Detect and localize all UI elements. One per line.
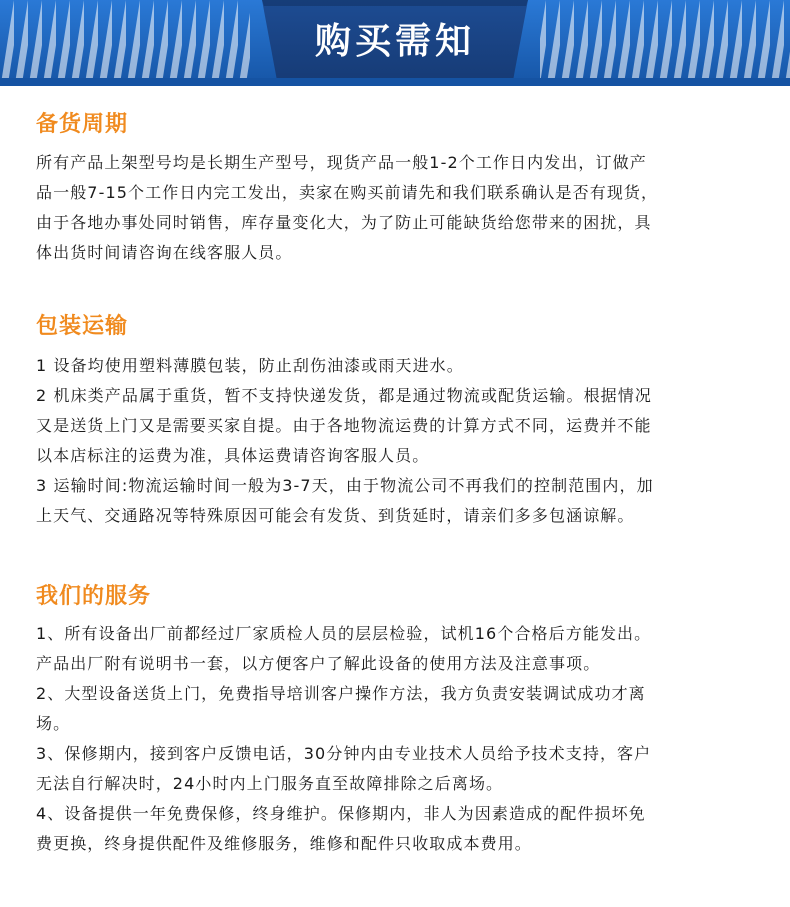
section-stock-period — [36, 110, 756, 268]
page-title: 购买需知 — [314, 21, 475, 62]
paragraph-line: 体出货时间请咨询在线客服人员。 — [36, 243, 293, 262]
section-title-packaging-shipping: 包装运输 — [36, 314, 129, 339]
section-our-services — [36, 582, 756, 859]
paragraph-line: 4、设备提供一年免费保修，终身维护。保修期内，非人为因素造成的配件损坏免 — [36, 804, 646, 823]
paragraph-line: 场。 — [36, 714, 71, 733]
paragraph-line: 费更换，终身提供配件及维修服务，维修和配件只收取成本费用。 — [36, 834, 532, 853]
paragraph-line: 无法自行解决时，24小时内上门服务直至故障排除之后离场。 — [36, 774, 504, 793]
header-banner — [0, 0, 790, 90]
paragraph-line: 3 运输时间:物流运输时间一般为3-7天，由于物流公司不再我们的控制范围内，加 — [36, 476, 654, 495]
section-body-our-services — [36, 619, 756, 859]
paragraph-line: 由于各地办事处同时销售，库存量变化大，为了防止可能缺货给您带来的困扰，具 — [36, 213, 652, 232]
paragraph-line: 以本店标注的运费为准，具体运费请咨询客服人员。 — [36, 446, 430, 465]
paragraph-line: 所有产品上架型号均是长期生产型号，现货产品一般1-2个工作日内发出，订做产 — [36, 153, 647, 172]
paragraph-line: 1、所有设备出厂前都经过厂家质检人员的层层检验，试机16个合格后方能发出。 — [36, 624, 652, 643]
paragraph-line: 上天气、交通路况等特殊原因可能会有发货、到货延时，请亲们多多包涵谅解。 — [36, 506, 635, 525]
paragraph-line: 品一般7-15个工作日内完工发出，卖家在购买前请先和我们联系确认是否有现货， — [36, 183, 659, 202]
section-body-packaging-shipping — [36, 351, 756, 531]
paragraph-line: 1 设备均使用塑料薄膜包装，防止刮伤油漆或雨天进水。 — [36, 356, 464, 375]
paragraph-line: 又是送货上门又是需要买家自提。由于各地物流运费的计算方式不同，运费并不能 — [36, 416, 652, 435]
paragraph-line: 2、大型设备送货上门，免费指导培训客户操作方法，我方负责安装调试成功才离 — [36, 684, 646, 703]
section-packaging-shipping — [36, 312, 756, 531]
section-title-stock-period: 备货周期 — [36, 112, 129, 137]
paragraph-line: 2 机床类产品属于重货，暂不支持快递发货，都是通过物流或配货运输。根据情况 — [36, 386, 652, 405]
paragraph-line: 产品出厂附有说明书一套，以方便客户了解此设备的使用方法及注意事项。 — [36, 654, 601, 673]
section-body-stock-period — [36, 148, 756, 268]
paragraph-line: 3、保修期内，接到客户反馈电话，30分钟内由专业技术人员给予技术支持，客户 — [36, 744, 652, 763]
section-title-our-services: 我们的服务 — [36, 584, 152, 609]
